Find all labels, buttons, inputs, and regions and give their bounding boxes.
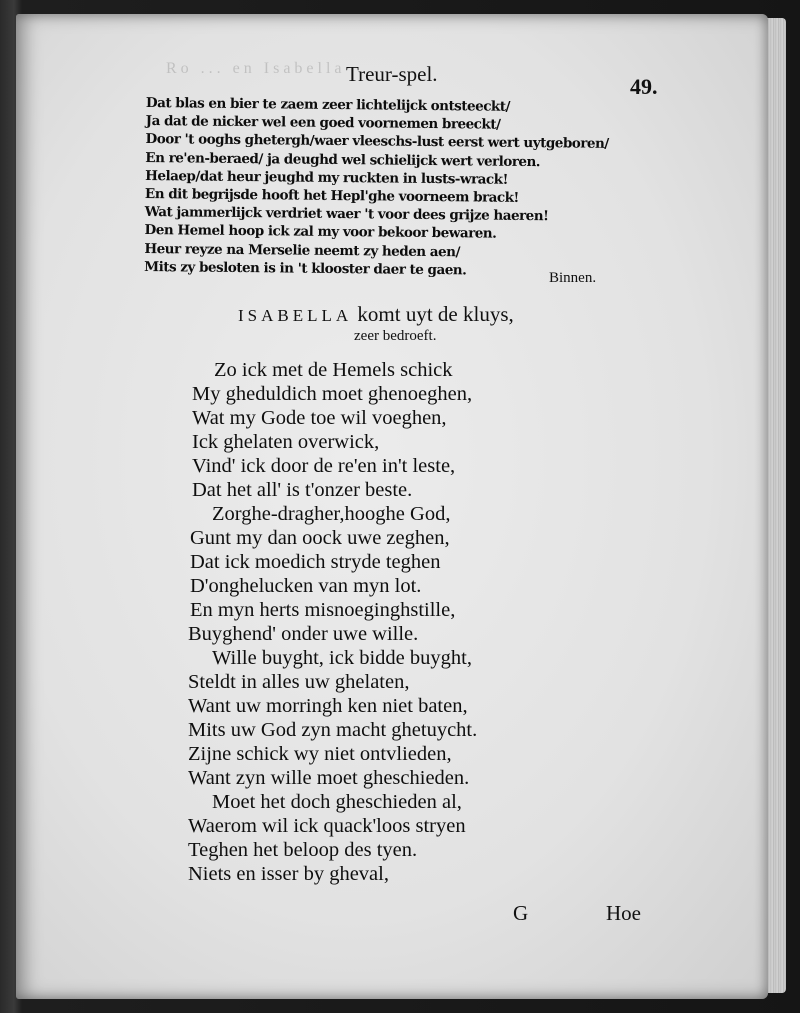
verse-line: My gheduldich moet ghenoeghen, bbox=[192, 383, 473, 405]
speaker-action: komt uyt de kluys, bbox=[357, 302, 514, 326]
speaker-name: ISABELLA bbox=[238, 306, 353, 325]
verse-line: Wille buyght, ick bidde buyght, bbox=[212, 647, 472, 669]
blackletter-line: Heur reyze na Merselie neemt zy heden aen/ bbox=[144, 240, 461, 260]
verse-line: Want zyn wille moet gheschieden. bbox=[188, 767, 470, 789]
blackletter-line: Den Hemel hoop ick zal my voor bekoor bewaren. bbox=[144, 222, 497, 243]
blackletter-line: Mits zy besloten is in 't klooster daer te gaen. bbox=[144, 258, 467, 279]
blackletter-line: Helaep/dat heur jeughd my ruckten in lusts-wrack! bbox=[145, 167, 509, 188]
speaker-heading bbox=[238, 302, 514, 327]
blackletter-line: Wat jammerlijck verdriet waer 't voor dees grijze haeren! bbox=[144, 204, 549, 225]
verse-line: Want uw morringh ken niet baten, bbox=[188, 695, 468, 717]
blackletter-verse-block bbox=[144, 94, 646, 281]
verse-line: Mits uw God zyn macht ghetuycht. bbox=[188, 719, 478, 741]
stage-direction: zeer bedroeft. bbox=[354, 328, 437, 344]
blackletter-line: Dat blas en bier te zaem zeer lichtelijck ontsteeckt/ bbox=[145, 94, 511, 115]
verse-line: Ick ghelaten overwick, bbox=[192, 431, 380, 453]
blackletter-line: En dit begrijsde hooft het Hepl'ghe voorneem brack! bbox=[144, 186, 520, 206]
verse-line: Wat my Gode toe wil voeghen, bbox=[192, 407, 447, 429]
verse-line: Dat ick moedich stryde teghen bbox=[190, 551, 441, 573]
running-head: Treur-spel. bbox=[346, 62, 438, 86]
verse-line: Waerom wil ick quack'loos stryen bbox=[188, 815, 466, 837]
verse-line: Steldt in alles uw ghelaten, bbox=[188, 671, 410, 693]
book-page bbox=[16, 14, 768, 999]
verse-line: Teghen het beloop des tyen. bbox=[188, 839, 418, 861]
verse-line: En myn herts misnoeginghstille, bbox=[190, 599, 456, 621]
verse-line: D'onghelucken van myn lot. bbox=[190, 575, 422, 597]
catchword: Hoe bbox=[606, 901, 641, 925]
verse-line: Zorghe-dragher,hooghe God, bbox=[212, 503, 451, 525]
verse-line: Gunt my dan oock uwe zeghen, bbox=[190, 527, 450, 549]
bleed-through-text: Ro ... en Isabella bbox=[166, 60, 346, 77]
verse-line: Niets en isser by gheval, bbox=[188, 863, 389, 885]
verse-line: Zo ick met de Hemels schick bbox=[214, 359, 453, 381]
blackletter-line: Door 't ooghs ghetergh/waer vleeschs-lust eerst wert uytgeboren/ bbox=[145, 131, 609, 153]
page-number: 49. bbox=[630, 74, 658, 99]
signature-mark: G bbox=[513, 901, 529, 925]
verse-line: Buyghend' onder uwe wille. bbox=[188, 623, 419, 645]
verse-line: Zijne schick wy niet ontvlieden, bbox=[188, 743, 452, 765]
verse-line: Vind' ick door de re'en in't leste, bbox=[192, 455, 456, 477]
blackletter-line: Ja dat de nicker wel een goed voornemen breeckt/ bbox=[145, 113, 501, 133]
verse-line: Moet het doch gheschieden al, bbox=[212, 791, 462, 813]
verse-line: Dat het all' is t'onzer beste. bbox=[192, 479, 413, 501]
blackletter-line: En re'en-beraed/ ja deughd wel schielijck wert verloren. bbox=[145, 149, 541, 170]
exit-direction: Binnen. bbox=[549, 270, 597, 286]
